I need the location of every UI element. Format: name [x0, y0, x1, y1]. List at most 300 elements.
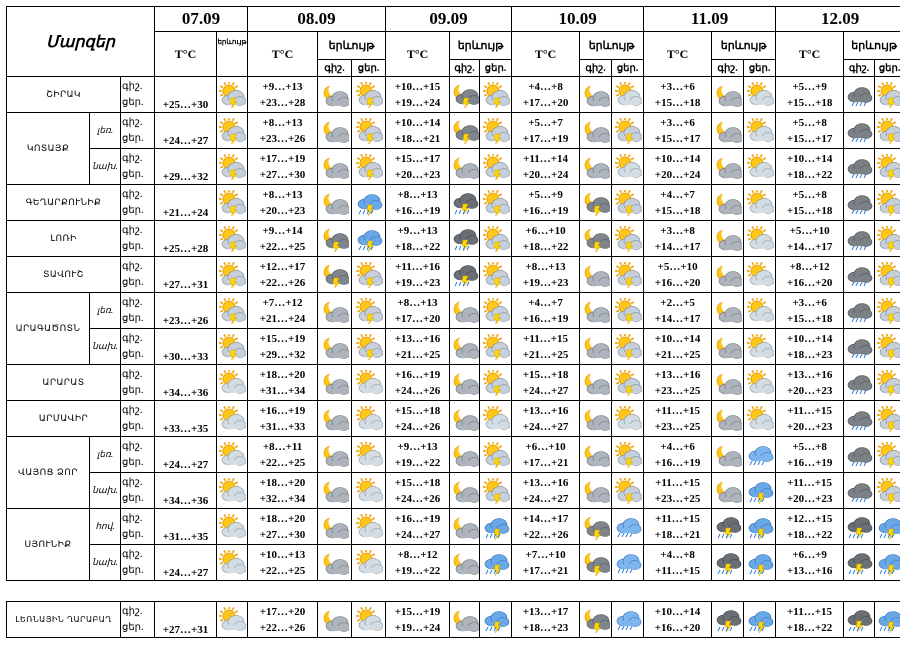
temp-header: T°C	[776, 32, 844, 77]
day-temp: +20…+24	[522, 168, 569, 181]
date-header: 11.09	[644, 7, 776, 32]
night-temp: +10…+14	[786, 332, 833, 345]
day-temp: +16…+19	[522, 204, 569, 217]
sun-cloud-storm-icon	[875, 293, 900, 329]
night-temp: +16…+19	[259, 404, 306, 417]
day-temp: +16…+19	[786, 456, 833, 469]
day-temp: +11…+15	[655, 564, 701, 577]
sun-cloud-storm-icon	[875, 113, 900, 149]
day-temp: +22…+25	[259, 456, 306, 469]
moon-cloud-icon	[318, 365, 352, 401]
day-temp: +15…+18	[654, 204, 701, 217]
sun-cloud-storm-icon	[875, 185, 900, 221]
temp-range	[644, 293, 712, 329]
temp-range	[248, 113, 318, 149]
temp-range	[386, 257, 450, 293]
day-label: ցեր.	[122, 492, 144, 504]
night-temp: +8…+13	[397, 296, 438, 309]
cloud-storm-icon	[744, 602, 776, 638]
sun-cloud-storm-icon	[612, 437, 644, 473]
region-name: ԱՐՄԱՎԻՐ	[7, 401, 121, 437]
dark-cloud-storm-icon	[844, 602, 875, 638]
moon-cloud-icon	[318, 545, 352, 581]
dark-cloud-storm-icon	[450, 257, 480, 293]
cloud-storm-icon	[744, 473, 776, 509]
day-temp: +17…+20	[394, 312, 441, 325]
temp-range	[644, 602, 712, 638]
moon-cloud-icon	[580, 149, 612, 185]
region-row	[7, 545, 900, 581]
night-day-labels	[121, 185, 155, 221]
sun-cloud-storm-icon	[352, 293, 386, 329]
day-temp: +24…+27	[522, 420, 569, 433]
temp-range	[248, 293, 318, 329]
temp-range	[776, 149, 844, 185]
day-temp: +31…+35	[155, 509, 217, 545]
moon-cloud-icon	[318, 77, 352, 113]
day-subheader: ցեր.	[875, 60, 900, 77]
temp-range	[386, 401, 450, 437]
night-subheader: գիշ.	[450, 60, 480, 77]
sun-cloud-storm-icon	[217, 329, 248, 365]
region-name: ԼԵՌՆԱՅԻՆ ՂԱՐԱԲԱՂ	[7, 602, 121, 638]
subregion-label: լեռ.	[90, 437, 121, 473]
temp-range	[512, 257, 580, 293]
moon-cloud-icon	[450, 329, 480, 365]
region-row	[7, 365, 900, 401]
subregion-label: լեռ.	[90, 293, 121, 329]
sun-cloud-storm-icon	[352, 149, 386, 185]
night-subheader: գիշ.	[580, 60, 612, 77]
sun-cloud-icon	[744, 365, 776, 401]
night-temp: +11…+15	[655, 476, 701, 489]
sun-cloud-icon	[612, 401, 644, 437]
day-temp: +31…+33	[259, 420, 306, 433]
temp-range	[512, 509, 580, 545]
moon-cloud-icon	[712, 257, 744, 293]
sun-cloud-storm-icon	[480, 365, 512, 401]
sun-cloud-storm-icon	[352, 257, 386, 293]
night-temp: +6…+10	[525, 440, 566, 453]
precip-header: երևույթ	[217, 32, 248, 77]
cloud-rain-icon	[744, 437, 776, 473]
day-temp: +17…+20	[522, 96, 569, 109]
day-temp: +19…+22	[394, 456, 441, 469]
sun-cloud-icon	[217, 509, 248, 545]
sun-cloud-storm-icon	[612, 473, 644, 509]
night-temp: +13…+16	[786, 368, 833, 381]
day-subheader: ցեր.	[744, 60, 776, 77]
sun-cloud-storm-icon	[875, 329, 900, 365]
day-subheader: ցեր.	[480, 60, 512, 77]
region-row	[7, 437, 900, 473]
temp-header: T°C	[512, 32, 580, 77]
sun-cloud-icon	[352, 602, 386, 638]
region-name: ԿՈՏԱՅՔ	[7, 113, 90, 185]
date-header: 10.09	[512, 7, 644, 32]
moon-cloud-icon	[580, 329, 612, 365]
region-name: ՇԻՐԱԿ	[7, 77, 121, 113]
night-day-labels	[121, 509, 155, 545]
region-name: ԱՐԱՐԱՏ	[7, 365, 121, 401]
night-subheader: գիշ.	[318, 60, 352, 77]
day-temp: +20…+23	[394, 168, 441, 181]
sun-cloud-icon	[480, 401, 512, 437]
temp-range	[644, 185, 712, 221]
date-header: 12.09	[776, 7, 900, 32]
temp-range	[776, 293, 844, 329]
sun-cloud-storm-icon	[480, 77, 512, 113]
day-label: ցեր.	[122, 240, 144, 252]
dark-cloud-rain-icon	[844, 329, 875, 365]
day-label: ցեր.	[122, 96, 144, 108]
night-temp: +6…+10	[525, 224, 566, 237]
region-row	[7, 149, 900, 185]
night-temp: +15…+17	[394, 152, 441, 165]
night-day-labels	[121, 257, 155, 293]
sun-cloud-icon	[744, 185, 776, 221]
day-temp: +23…+25	[654, 492, 701, 505]
temp-range	[248, 401, 318, 437]
night-temp: +17…+20	[259, 605, 306, 618]
dark-cloud-storm-icon	[450, 185, 480, 221]
temp-range	[776, 185, 844, 221]
night-temp: +11…+15	[787, 404, 833, 417]
sun-cloud-icon	[352, 401, 386, 437]
moon-cloud-icon	[712, 113, 744, 149]
day-temp: +16…+19	[654, 456, 701, 469]
moon-cloud-storm-icon	[580, 509, 612, 545]
cloud-rain-icon	[612, 602, 644, 638]
temp-range	[512, 329, 580, 365]
sun-cloud-storm-icon	[480, 185, 512, 221]
sun-cloud-icon	[217, 602, 248, 638]
night-temp: +9…+13	[262, 80, 303, 93]
temp-range	[386, 473, 450, 509]
day-temp: +20…+23	[259, 204, 306, 217]
moon-cloud-storm-icon	[318, 257, 352, 293]
night-temp: +8…+13	[262, 188, 303, 201]
night-temp: +12…+15	[786, 512, 833, 525]
day-temp: +24…+27	[155, 113, 217, 149]
night-temp: +13…+16	[654, 368, 701, 381]
sun-cloud-icon	[744, 293, 776, 329]
night-temp: +4…+7	[660, 188, 695, 201]
night-temp: +17…+19	[259, 152, 306, 165]
night-temp: +10…+14	[654, 605, 701, 618]
night-label: գիշ.	[122, 368, 143, 380]
moon-cloud-icon	[712, 401, 744, 437]
sun-cloud-storm-icon	[352, 77, 386, 113]
region-row	[7, 221, 900, 257]
temp-range	[386, 185, 450, 221]
day-label: ցեր.	[122, 384, 144, 396]
temp-range	[386, 602, 450, 638]
moon-cloud-storm-icon	[580, 545, 612, 581]
temp-range	[386, 509, 450, 545]
day-temp: +16…+20	[654, 621, 701, 634]
dark-cloud-rain-icon	[844, 149, 875, 185]
night-label: գիշ.	[122, 605, 143, 617]
sun-cloud-icon	[744, 149, 776, 185]
moon-cloud-icon	[450, 545, 480, 581]
night-temp: +16…+19	[394, 368, 441, 381]
day-temp: +21…+24	[155, 185, 217, 221]
night-temp: +13…+17	[522, 605, 569, 618]
moon-cloud-storm-icon	[580, 185, 612, 221]
temp-header: T°C	[155, 32, 217, 77]
night-temp: +4…+7	[528, 296, 563, 309]
moon-cloud-icon	[318, 113, 352, 149]
dark-cloud-rain-icon	[844, 113, 875, 149]
day-temp: +19…+23	[522, 276, 569, 289]
night-temp: +8…+11	[262, 440, 303, 453]
moon-cloud-icon	[580, 365, 612, 401]
night-day-labels	[121, 602, 155, 638]
temp-range	[248, 329, 318, 365]
regions-header: Մարզեր	[7, 7, 155, 77]
sun-cloud-icon	[217, 365, 248, 401]
sun-cloud-storm-icon	[480, 437, 512, 473]
day-temp: +19…+24	[394, 96, 441, 109]
temp-range	[776, 113, 844, 149]
dark-cloud-rain-icon	[844, 437, 875, 473]
night-subheader: գիշ.	[712, 60, 744, 77]
region-name: ՎԱՅՈՑ ՁՈՐ	[7, 437, 90, 509]
night-temp: +11…+14	[523, 152, 569, 165]
temp-header: T°C	[386, 32, 450, 77]
sun-cloud-storm-icon	[612, 113, 644, 149]
night-temp: +9…+14	[262, 224, 303, 237]
night-label: գիշ.	[122, 224, 143, 236]
temp-range	[776, 401, 844, 437]
sun-cloud-storm-icon	[875, 365, 900, 401]
sun-cloud-icon	[612, 149, 644, 185]
temp-range	[776, 437, 844, 473]
temp-range	[512, 437, 580, 473]
moon-cloud-icon	[712, 149, 744, 185]
day-temp: +27…+30	[259, 528, 306, 541]
temp-range	[386, 293, 450, 329]
night-temp: +14…+17	[522, 512, 569, 525]
temp-range	[512, 401, 580, 437]
moon-cloud-icon	[450, 149, 480, 185]
temp-range	[248, 149, 318, 185]
night-temp: +8…+13	[262, 116, 303, 129]
sun-cloud-storm-icon	[875, 149, 900, 185]
night-temp: +7…+10	[525, 548, 566, 561]
moon-cloud-icon	[318, 509, 352, 545]
night-temp: +4…+6	[660, 440, 695, 453]
night-label: գիշ.	[122, 548, 143, 560]
day-temp: +18…+22	[786, 528, 833, 541]
sun-cloud-storm-icon	[480, 257, 512, 293]
precip-header: երևույթ	[844, 32, 900, 60]
day-temp: +19…+24	[394, 621, 441, 634]
dark-cloud-rain-icon	[844, 77, 875, 113]
night-temp: +10…+14	[654, 332, 701, 345]
moon-cloud-icon	[318, 329, 352, 365]
temp-range	[644, 509, 712, 545]
sun-cloud-storm-icon	[217, 149, 248, 185]
night-day-labels	[121, 437, 155, 473]
sun-cloud-storm-icon	[217, 185, 248, 221]
precip-header: երևույթ	[450, 32, 512, 60]
day-temp: +30…+33	[155, 329, 217, 365]
sun-cloud-icon	[217, 545, 248, 581]
dark-cloud-storm-icon	[450, 221, 480, 257]
temp-range	[512, 77, 580, 113]
temp-range	[644, 437, 712, 473]
sun-cloud-storm-icon	[480, 149, 512, 185]
day-subheader: ցեր.	[612, 60, 644, 77]
night-temp: +3…+8	[660, 224, 695, 237]
night-temp: +18…+20	[259, 512, 306, 525]
day-label: ցեր.	[122, 276, 144, 288]
sun-cloud-storm-icon	[612, 293, 644, 329]
moon-cloud-icon	[318, 293, 352, 329]
moon-cloud-icon	[318, 401, 352, 437]
day-temp: +19…+23	[394, 276, 441, 289]
day-temp: +25…+28	[155, 221, 217, 257]
temp-range	[776, 473, 844, 509]
temp-range	[644, 77, 712, 113]
dark-cloud-storm-icon	[844, 545, 875, 581]
sun-cloud-icon	[352, 437, 386, 473]
night-label: գիշ.	[122, 404, 143, 416]
sun-cloud-storm-icon	[612, 257, 644, 293]
day-label: ցեր.	[122, 204, 144, 216]
dark-cloud-storm-icon	[712, 602, 744, 638]
temp-range	[386, 329, 450, 365]
day-temp: +27…+31	[155, 602, 217, 638]
moon-cloud-icon	[318, 437, 352, 473]
day-label: ցեր.	[122, 348, 144, 360]
dark-cloud-rain-icon	[844, 221, 875, 257]
day-temp: +15…+18	[786, 312, 833, 325]
night-temp: +9…+13	[397, 224, 438, 237]
sun-cloud-storm-icon	[217, 113, 248, 149]
temp-range	[776, 365, 844, 401]
night-temp: +10…+13	[259, 548, 306, 561]
night-temp: +5…+8	[792, 116, 827, 129]
cloud-rain-icon	[612, 509, 644, 545]
sun-cloud-icon	[744, 221, 776, 257]
cloud-storm-icon	[875, 602, 900, 638]
region-row	[7, 602, 900, 638]
day-temp: +15…+18	[654, 96, 701, 109]
temp-range	[248, 77, 318, 113]
day-label: ցեր.	[122, 621, 144, 633]
dark-cloud-rain-icon	[844, 365, 875, 401]
subregion-label: նախ.	[90, 473, 121, 509]
night-temp: +11…+15	[655, 512, 701, 525]
night-temp: +11…+15	[787, 605, 832, 618]
moon-cloud-icon	[712, 437, 744, 473]
sun-cloud-storm-icon	[480, 473, 512, 509]
dark-cloud-storm-icon	[712, 545, 744, 581]
day-temp: +24…+27	[155, 545, 217, 581]
night-temp: +15…+18	[522, 368, 569, 381]
moon-cloud-storm-icon	[450, 113, 480, 149]
region-name: ԱՐԱԳԱԾՈՏՆ	[7, 293, 90, 365]
night-temp: +11…+15	[523, 332, 569, 345]
moon-cloud-icon	[712, 329, 744, 365]
day-temp: +29…+32	[155, 149, 217, 185]
temp-range	[248, 257, 318, 293]
day-temp: +24…+26	[394, 492, 441, 505]
day-temp: +24…+27	[522, 492, 569, 505]
cloud-storm-icon	[480, 509, 512, 545]
night-temp: +7…+12	[262, 296, 303, 309]
night-temp: +3…+6	[660, 116, 695, 129]
night-temp: +10…+14	[654, 152, 701, 165]
day-temp: +18…+23	[786, 348, 833, 361]
sun-cloud-storm-icon	[612, 185, 644, 221]
moon-cloud-icon	[580, 401, 612, 437]
temp-range	[644, 113, 712, 149]
subregion-label: լեռ.	[90, 113, 121, 149]
moon-cloud-icon	[580, 473, 612, 509]
night-day-labels	[121, 149, 155, 185]
moon-cloud-icon	[450, 473, 480, 509]
moon-cloud-icon	[712, 185, 744, 221]
day-temp: +22…+26	[259, 276, 306, 289]
day-temp: +22…+25	[259, 564, 306, 577]
cloud-rain-icon	[612, 545, 644, 581]
day-temp: +22…+25	[259, 240, 306, 253]
day-temp: +24…+26	[394, 420, 441, 433]
moon-cloud-icon	[580, 113, 612, 149]
night-temp: +3…+6	[660, 80, 695, 93]
day-temp: +22…+26	[259, 621, 306, 634]
day-temp: +18…+22	[522, 240, 569, 253]
moon-cloud-icon	[450, 602, 480, 638]
night-temp: +13…+16	[522, 476, 569, 489]
sun-cloud-storm-icon	[612, 329, 644, 365]
region-row	[7, 293, 900, 329]
temp-range	[644, 329, 712, 365]
day-temp: +18…+21	[394, 132, 441, 145]
sun-cloud-icon	[744, 329, 776, 365]
region-row	[7, 473, 900, 509]
night-temp: +5…+10	[657, 260, 698, 273]
temp-range	[776, 545, 844, 581]
day-temp: +23…+25	[654, 384, 701, 397]
precip-header: երևույթ	[580, 32, 644, 60]
night-day-labels	[121, 77, 155, 113]
day-label: ցեր.	[122, 132, 144, 144]
day-temp: +18…+22	[786, 621, 833, 634]
cloud-storm-icon	[352, 185, 386, 221]
night-temp: +11…+15	[655, 404, 701, 417]
sun-cloud-icon	[744, 401, 776, 437]
night-temp: +10…+14	[394, 116, 441, 129]
night-day-labels	[121, 545, 155, 581]
day-temp: +24…+27	[394, 528, 441, 541]
night-temp: +2…+5	[660, 296, 695, 309]
night-label: գիշ.	[122, 188, 143, 200]
day-temp: +14…+17	[654, 312, 701, 325]
night-label: գիշ.	[122, 512, 143, 524]
night-label: գիշ.	[122, 116, 143, 128]
moon-cloud-icon	[712, 365, 744, 401]
temp-range	[644, 149, 712, 185]
moon-cloud-storm-icon	[580, 221, 612, 257]
moon-cloud-icon	[450, 293, 480, 329]
day-temp: +17…+19	[522, 132, 569, 145]
day-temp: +16…+19	[522, 312, 569, 325]
